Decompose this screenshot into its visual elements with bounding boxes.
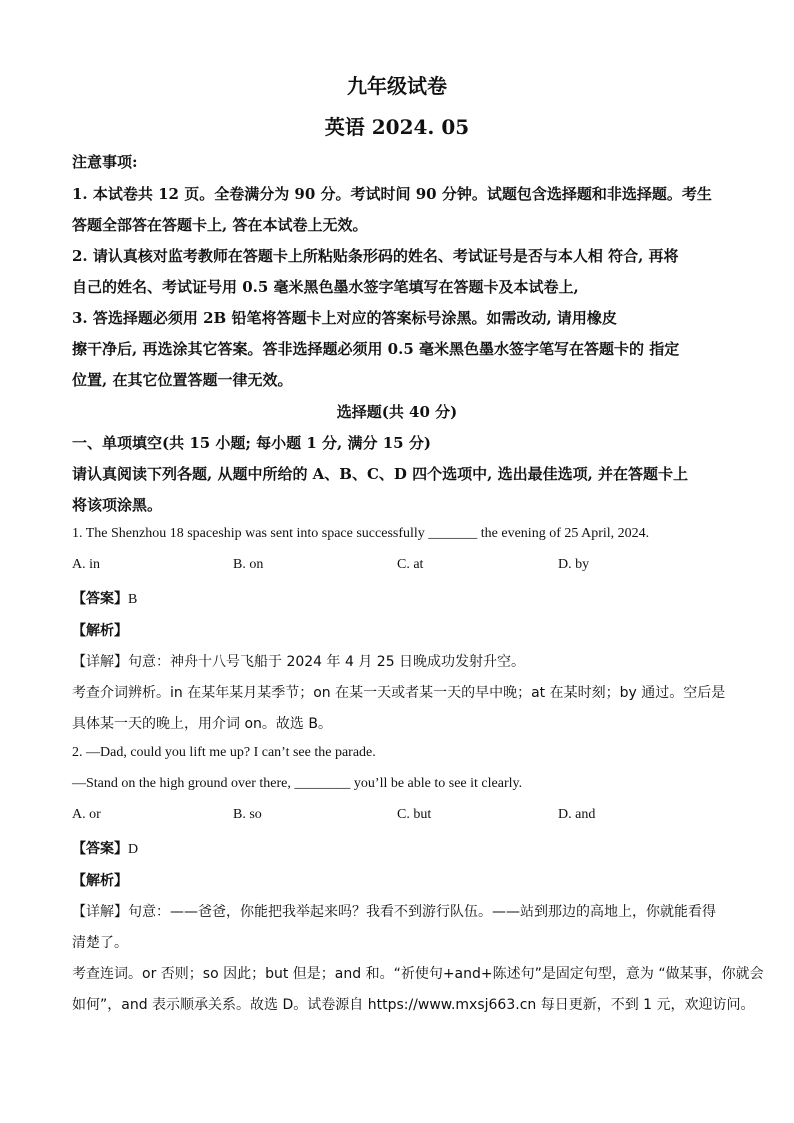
q1-answer-row [72, 588, 137, 608]
q2-stem-line-1: 2. —Dad, could you lift me up? I can’t see the parade. [72, 745, 376, 760]
q2-stem-line-2: —Stand on the high ground over there, ________ you’ll be able to see it clearly. [72, 776, 523, 791]
q1-explain-line-1: 考查介词辨析。in 在某年某月某季节；on 在某一天或者某一天的早中晚；at 在某时刻；by 通过。空后是 [72, 685, 726, 701]
instruction-line-2: 将该项涂黑。 [72, 496, 163, 514]
notice-line-3: 2. 请认真核对监考教师在答题卡上所粘贴条形码的姓名、考试证号是否与本人相 符合, 再将 [72, 247, 679, 265]
q2-option-d: D. and [558, 807, 596, 822]
notice-line-6: 擦干净后, 再选涂其它答案。答非选择题必须用 0.5 毫米黑色墨水签字笔写在答题卡的 指定 [72, 340, 680, 358]
notice-heading: 注意事项: [72, 153, 138, 171]
q1-option-d: D. by [558, 557, 590, 572]
notice-line-4: 自己的姓名、考试证号用 0.5 毫米黑色墨水签字笔填写在答题卡及本试卷上, [72, 278, 579, 296]
instruction-line-1: 请认真阅读下列各题, 从题中所给的 A、B、C、D 四个选项中, 选出最佳选项, 并在答题卡上 [72, 465, 689, 483]
q2-option-c: C. but [397, 807, 432, 822]
exam-subtitle: 英语 2024. 05 [324, 115, 470, 139]
notice-line-7: 位置, 在其它位置答题一律无效。 [72, 371, 293, 389]
q1-detail: 【详解】句意：神舟十八号飞船于 2024 年 4 月 25 日晚成功发射升空。 [72, 654, 526, 670]
notice-line-1: 1. 本试卷共 12 页。全卷满分为 90 分。考试时间 90 分钟。试题包含选择题和非选择题。考生 [72, 185, 712, 203]
q1-option-a: A. in [72, 557, 100, 572]
notice-line-2: 答题全部答在答题卡上, 答在本试卷上无效。 [72, 216, 368, 234]
q2-option-a: A. or [72, 807, 101, 822]
q2-answer-tag: 【答案】 [72, 841, 128, 857]
q1-option-c: C. at [397, 557, 424, 572]
q2-option-b: B. so [233, 807, 262, 822]
q2-detail-line-2: 清楚了。 [72, 935, 128, 951]
q1-analysis-tag: 【解析】 [72, 623, 128, 639]
q2-answer-value: D [128, 842, 139, 857]
q2-explain-line-1: 考查连词。or 否则；so 因此；but 但是；and 和。“祈使句+and+陈述句”是固定句型，意为 “做某事，你就会 [72, 966, 764, 982]
q1-answer-tag: 【答案】 [72, 591, 128, 607]
exam-title: 九年级试卷 [347, 74, 447, 98]
q2-detail-line-1: 【详解】句意：——爸爸，你能把我举起来吗？我看不到游行队伍。——站到那边的高地上，你就能看得 [72, 904, 716, 920]
q2-analysis-tag: 【解析】 [72, 873, 128, 889]
q1-option-b: B. on [233, 557, 264, 572]
q2-answer-row [72, 838, 138, 858]
q2-explain-line-2: 如何”，and 表示顺承关系。故选 D。试卷源自 https://www.mxsj663.cn 每日更新，不到 1 元，欢迎访问。 [72, 997, 755, 1013]
q1-explain-line-2: 具体某一天的晚上，用介词 on。故选 B。 [72, 716, 332, 732]
section-title: 选择题(共 40 分) [336, 403, 458, 421]
q1-stem: 1. The Shenzhou 18 spaceship was sent into space successfully _______ the evening of 25 April, 2024. [72, 526, 650, 541]
part-title: 一、单项填空(共 15 小题; 每小题 1 分, 满分 15 分) [72, 434, 431, 452]
q1-answer-value: B [128, 592, 138, 607]
notice-line-5: 3. 答选择题必须用 2B 铅笔将答题卡上对应的答案标号涂黑。如需改动, 请用橡皮 [72, 309, 617, 327]
